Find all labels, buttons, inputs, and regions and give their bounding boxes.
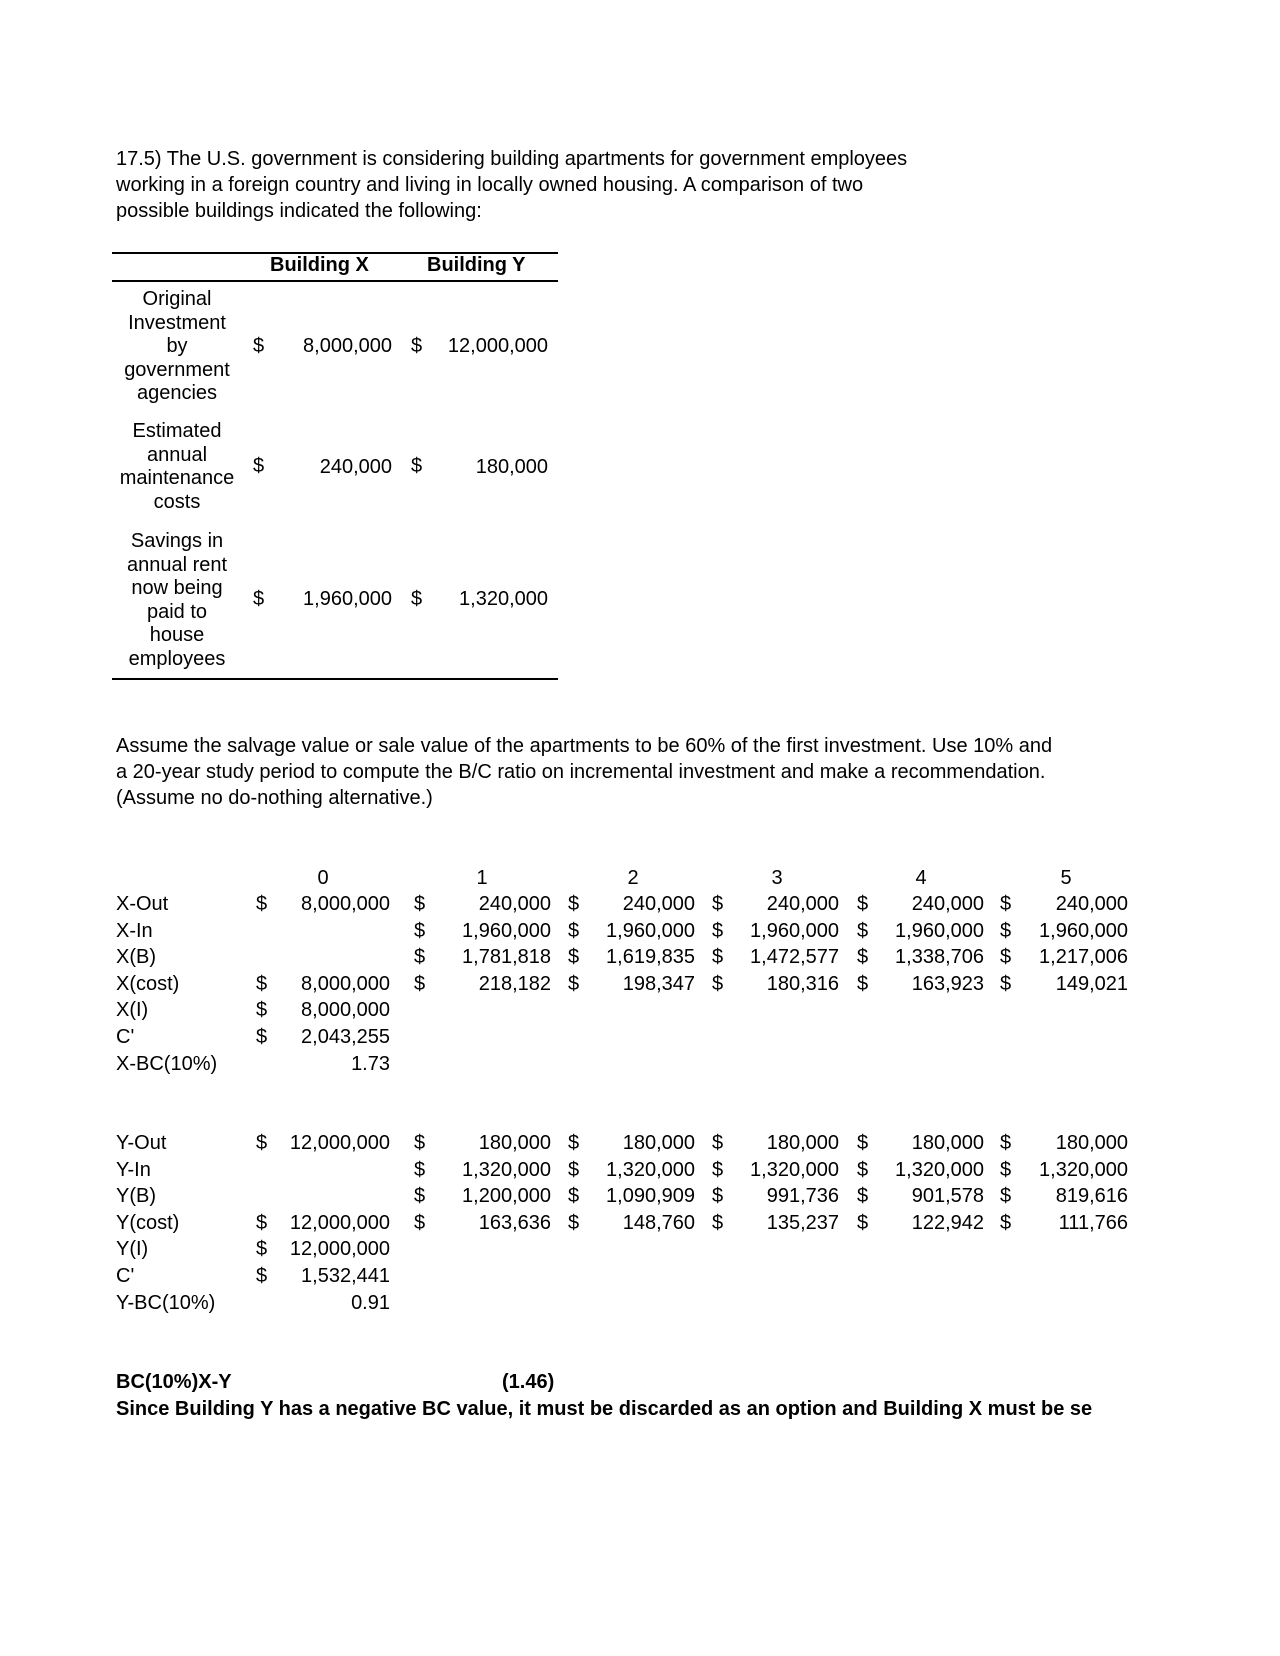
building-x-value: 240,000	[319, 456, 392, 478]
year-value: 240,000	[766, 893, 839, 915]
row-label: X(cost)	[116, 972, 180, 995]
year-value: 180,000	[478, 1132, 551, 1154]
bc-incremental-label: BC(10%)X-Y	[116, 1371, 232, 1393]
currency-sign: $	[414, 1158, 426, 1181]
currency-sign: $	[712, 1158, 724, 1181]
intro-line: working in a foreign country and living in locally owned housing. A comparison of two	[116, 174, 864, 196]
year0-value: 12,000,000	[289, 1238, 390, 1261]
currency-sign: $	[414, 893, 426, 915]
year-value: 240,000	[478, 893, 551, 915]
currency-sign: $	[712, 1185, 724, 1208]
year-value: 1,090,909	[606, 1185, 695, 1208]
problem-assumptions	[116, 733, 1052, 811]
currency-sign: $	[253, 335, 265, 357]
year-value: 1,338,706	[895, 946, 984, 969]
year-value: 149,021	[1055, 972, 1128, 995]
year0-value: 2,043,255	[301, 1026, 390, 1048]
label-line: Savings in	[130, 530, 224, 552]
year-value: 240,000	[622, 893, 695, 915]
year-value: 180,316	[766, 972, 839, 995]
year0-value: 8,000,000	[301, 972, 390, 995]
currency-sign: $	[568, 1158, 580, 1181]
year-value: 1,320,000	[750, 1158, 839, 1181]
currency-sign: $	[256, 1026, 268, 1048]
year-value: 148,760	[622, 1211, 695, 1234]
currency-sign: $	[256, 893, 268, 915]
currency-sign: $	[256, 999, 268, 1022]
year-value: 180,000	[766, 1132, 839, 1154]
row-label: Y(I)	[116, 1238, 149, 1261]
currency-sign: $	[411, 455, 423, 477]
currency-sign: $	[253, 588, 265, 610]
year-value: 111,766	[1058, 1211, 1128, 1234]
year-value: 1,960,000	[750, 919, 839, 942]
row-label: X-Out	[116, 893, 169, 915]
currency-sign: $	[1000, 972, 1012, 995]
year-value: 1,960,000	[462, 919, 551, 942]
year-value: 122,942	[911, 1211, 984, 1234]
currency-sign: $	[256, 1132, 268, 1154]
currency-sign: $	[1000, 1185, 1012, 1208]
currency-sign: $	[568, 1185, 580, 1208]
building-y-value: 1,320,000	[459, 588, 548, 610]
currency-sign: $	[414, 972, 426, 995]
intro-line: possible buildings indicated the following:	[116, 200, 482, 222]
row-label: X(B)	[116, 946, 156, 969]
row-label: Y-Out	[116, 1132, 167, 1154]
currency-sign: $	[1000, 1211, 1012, 1234]
currency-sign: $	[414, 919, 426, 942]
year-header: 3	[771, 867, 783, 889]
row-label-original-investment	[112, 288, 242, 406]
building-y-value: 180,000	[475, 456, 548, 478]
year-value: 240,000	[1055, 893, 1128, 915]
currency-sign: $	[857, 1185, 869, 1208]
label-line: now being	[131, 577, 223, 599]
currency-sign: $	[857, 919, 869, 942]
building-y-value: 12,000,000	[447, 335, 548, 357]
header-building-x: Building X	[270, 254, 369, 276]
year-value: 198,347	[622, 972, 695, 995]
row-label: X-BC(10%)	[116, 1052, 218, 1075]
year-value: 180,000	[622, 1132, 695, 1154]
year-value: 1,472,577	[750, 946, 839, 969]
year0-value: 8,000,000	[301, 893, 390, 915]
label-line: by	[166, 335, 188, 357]
row-label-rent-savings	[112, 530, 242, 671]
label-line: Estimated	[132, 420, 222, 442]
label-line: annual	[146, 443, 208, 466]
currency-sign: $	[256, 1238, 268, 1261]
year-value: 180,000	[911, 1132, 984, 1154]
currency-sign: $	[712, 1211, 724, 1234]
year-value: 1,320,000	[1039, 1158, 1128, 1181]
year-header: 0	[317, 867, 329, 889]
year0-value: 12,000,000	[289, 1211, 390, 1234]
currency-sign: $	[568, 946, 580, 969]
year-value: 991,736	[766, 1185, 839, 1208]
year-value: 135,237	[766, 1211, 839, 1234]
year0-value: 8,000,000	[301, 999, 390, 1022]
currency-sign: $	[712, 919, 724, 942]
currency-sign: $	[712, 1132, 724, 1154]
year-value: 819,616	[1055, 1185, 1128, 1208]
year-value: 218,182	[478, 972, 551, 995]
currency-sign: $	[256, 1211, 268, 1234]
row-label: Y-In	[116, 1158, 151, 1181]
year-value: 1,320,000	[606, 1158, 695, 1181]
label-line: Original	[142, 288, 212, 310]
year-value: 1,960,000	[1039, 919, 1128, 942]
label-line: employees	[128, 647, 226, 670]
currency-sign: $	[857, 1132, 869, 1154]
assume-line: (Assume no do-nothing alternative.)	[116, 787, 433, 809]
row-label: C'	[116, 1026, 135, 1048]
header-bottom-rule	[112, 280, 558, 282]
currency-sign: $	[414, 1185, 426, 1208]
currency-sign: $	[568, 1132, 580, 1154]
year0-value: 1,532,441	[301, 1265, 390, 1287]
currency-sign: $	[568, 919, 580, 942]
row-label: Y(cost)	[116, 1211, 180, 1234]
year-value: 1,960,000	[606, 919, 695, 942]
label-line: annual rent	[126, 553, 228, 576]
year-header: 2	[627, 867, 639, 889]
year-value: 901,578	[911, 1185, 984, 1208]
assume-line: a 20-year study period to compute the B/C ratio on incremental investment and make a recommendation.	[116, 761, 1046, 783]
currency-sign: $	[568, 1211, 580, 1234]
currency-sign: $	[712, 972, 724, 995]
problem-intro	[116, 146, 907, 224]
currency-sign: $	[1000, 1132, 1012, 1154]
currency-sign: $	[1000, 919, 1012, 942]
year-value: 1,960,000	[895, 919, 984, 942]
year-value: 163,636	[478, 1211, 551, 1234]
conclusion-statement: Since Building Y has a negative BC value, it must be discarded as an option and Building X must be se	[116, 1398, 1093, 1420]
year0-value: 1.73	[351, 1052, 390, 1075]
label-line: paid to	[146, 600, 208, 623]
year-value: 180,000	[1055, 1132, 1128, 1154]
row-label: Y-BC(10%)	[116, 1291, 216, 1314]
currency-sign: $	[414, 946, 426, 969]
row-label: C'	[116, 1265, 135, 1287]
currency-sign: $	[568, 893, 580, 915]
currency-sign: $	[857, 1158, 869, 1181]
currency-sign: $	[857, 1211, 869, 1234]
label-line: government	[124, 358, 230, 381]
table-bottom-rule	[112, 678, 558, 680]
year0-value: 0.91	[351, 1291, 390, 1314]
year-value: 1,200,000	[462, 1185, 551, 1208]
label-line: Investment	[128, 311, 226, 334]
year-header: 4	[915, 867, 927, 889]
row-label: X(I)	[116, 999, 149, 1022]
year-value: 1,619,835	[606, 946, 695, 969]
label-line: costs	[153, 490, 201, 513]
building-x-value: 8,000,000	[303, 335, 392, 357]
currency-sign: $	[253, 455, 265, 477]
year-value: 1,320,000	[462, 1158, 551, 1181]
bc-incremental-value: (1.46)	[502, 1371, 555, 1393]
year-value: 1,781,818	[462, 946, 551, 969]
currency-sign: $	[411, 335, 423, 357]
row-label: X-In	[116, 919, 153, 942]
currency-sign: $	[857, 972, 869, 995]
assume-line: Assume the salvage value or sale value of the apartments to be 60% of the first investment. Use 10% and	[116, 735, 1053, 757]
currency-sign: $	[857, 946, 869, 969]
label-line: agencies	[136, 382, 218, 404]
label-line: maintenance	[119, 467, 235, 489]
currency-sign: $	[1000, 1158, 1012, 1181]
comparison-table	[112, 252, 558, 682]
currency-sign: $	[568, 972, 580, 995]
currency-sign: $	[256, 1265, 268, 1287]
year-header: 1	[476, 867, 488, 889]
currency-sign: $	[712, 893, 724, 915]
row-label-maintenance-costs	[112, 420, 242, 514]
currency-sign: $	[857, 893, 869, 915]
year-header: 5	[1060, 867, 1072, 889]
currency-sign: $	[414, 1211, 426, 1234]
currency-sign: $	[1000, 893, 1012, 915]
intro-line: 17.5) The U.S. government is considering building apartments for government employees	[116, 148, 908, 170]
currency-sign: $	[712, 946, 724, 969]
currency-sign: $	[1000, 946, 1012, 969]
year-value: 240,000	[911, 893, 984, 915]
row-label: Y(B)	[116, 1185, 156, 1208]
year-value: 163,923	[911, 972, 984, 995]
label-line: house	[149, 624, 205, 646]
currency-sign: $	[256, 972, 268, 995]
year-value: 1,320,000	[895, 1158, 984, 1181]
year-value: 1,217,006	[1039, 946, 1128, 969]
year0-value: 12,000,000	[289, 1132, 390, 1154]
header-building-y: Building Y	[427, 254, 526, 276]
building-x-value: 1,960,000	[303, 588, 392, 610]
currency-sign: $	[414, 1132, 426, 1154]
currency-sign: $	[411, 588, 423, 610]
